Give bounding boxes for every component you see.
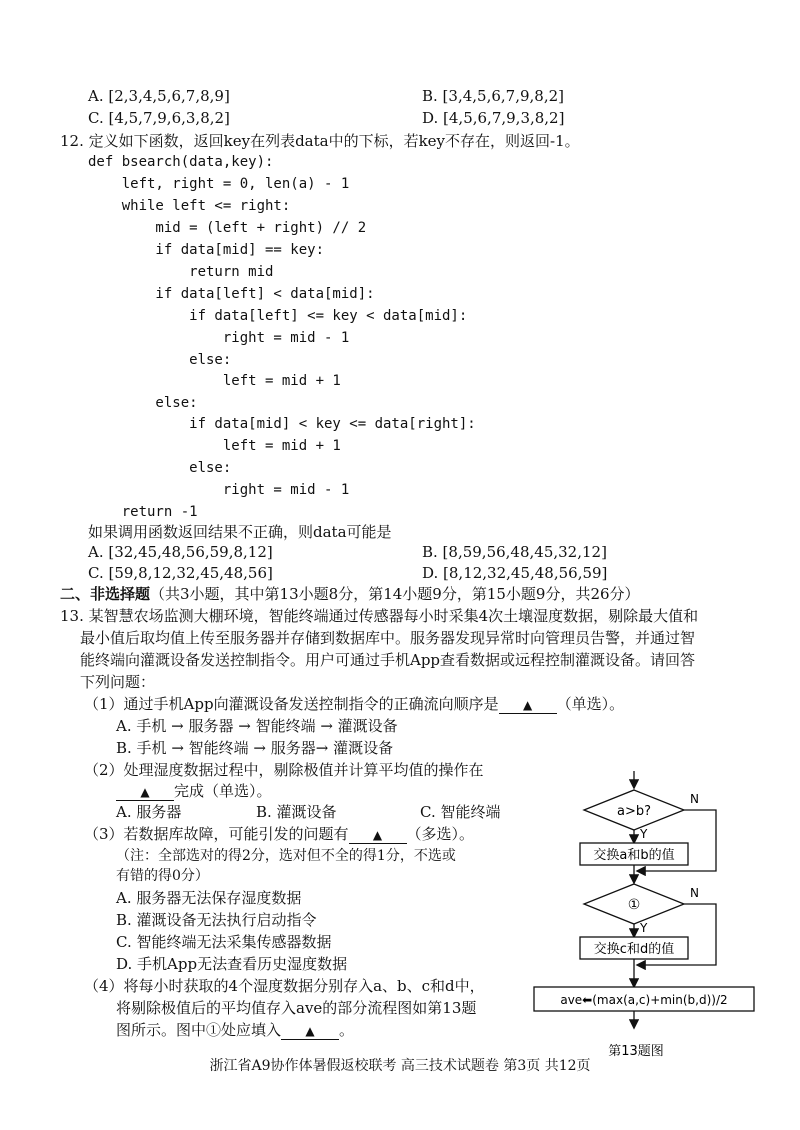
cond2-text: ① [627, 897, 641, 913]
q13-p3-option-b: B. 灌溉设备无法执行启动指令 [116, 911, 317, 929]
q12-question: 如果调用函数返回结果不正确，则data可能是 [88, 523, 392, 541]
q13-p2-option-a: A. 服务器 [116, 803, 182, 821]
answer-blank[interactable]: ▲ [349, 827, 407, 844]
q13-p3-option-c: C. 智能终端无法采集传感器数据 [116, 933, 332, 951]
q13-part3 [84, 824, 474, 844]
code-line: left = mid + 1 [88, 438, 341, 454]
box2-text: 交换c和d的值 [593, 942, 675, 957]
flowchart [520, 765, 780, 1065]
q11-option-d: D. [4,5,6,7,9,3,8,2] [422, 109, 565, 127]
code-line: if data[left] < data[mid]: [88, 286, 375, 302]
q13-p1-option-b: B. 手机 → 智能终端 → 服务器→ 灌溉设备 [116, 739, 394, 757]
formula-text: ave⬅(max(a,c)+min(b,d))/2 [560, 993, 728, 1007]
answer-blank[interactable]: ▲ [281, 1023, 339, 1040]
q12-option-a: A. [32,45,48,56,59,8,12] [88, 543, 273, 561]
q13-p2-option-c: C. 智能终端 [420, 803, 501, 821]
code-line: if data[mid] < key <= data[right]: [88, 416, 476, 432]
q13-part1 [84, 694, 624, 714]
q13-p3-note: 有错的得0分） [116, 868, 209, 884]
code-line: left = mid + 1 [88, 373, 341, 389]
q13-part4: （4）将每小时获取的4个湿度数据分别存入a、b、c和d中， [84, 977, 485, 995]
part-suffix: 。 [339, 1021, 355, 1039]
code-line: left, right = 0, len(a) - 1 [88, 176, 350, 192]
q12-option-b: B. [8,59,56,48,45,32,12] [422, 543, 607, 561]
y-label: Y [640, 827, 648, 841]
q13-stem-line: 最小值后取均值上传至服务器并存储到数据库中。服务器发现异常时向管理员告警，并通过智 [80, 629, 696, 647]
code-line: if data[left] <= key < data[mid]: [88, 308, 468, 324]
page-footer: 浙江省A9协作体暑假返校联考 高三技术试题卷 第3页 共12页 [209, 1058, 591, 1074]
code-line: right = mid - 1 [88, 482, 350, 498]
y-label: Y [640, 921, 648, 935]
code-line: right = mid - 1 [88, 330, 350, 346]
section-title: 二、非选择题 [60, 585, 151, 603]
q13-stem-line: 下列问题： [80, 673, 156, 691]
code-line: else: [88, 395, 198, 411]
q13-p2-option-b: B. 灌溉设备 [256, 803, 337, 821]
q11-option-a: A. [2,3,4,5,6,7,8,9] [88, 87, 230, 105]
part-suffix: （单选）。 [556, 695, 625, 713]
code-line: def bsearch(data,key): [88, 154, 274, 170]
code-line: else: [88, 460, 232, 476]
q12-option-c: C. [59,8,12,32,45,48,56] [88, 564, 273, 582]
q13-stem-line: 能终端向灌溉设备发送控制指令。用户可通过手机App查看数据或远程控制灌溉设备。请回答 [80, 651, 696, 669]
q12-stem: 12. 定义如下函数，返回key在列表data中的下标，若key不存在，则返回-1。 [60, 132, 580, 150]
answer-blank[interactable]: ▲ [499, 697, 557, 714]
code-line: return -1 [88, 504, 198, 520]
q13-stem-line: 13. 某智慧农场监测大棚环境，智能终端通过传感器每小时采集4次土壤湿度数据，剔除最大值和 [60, 607, 699, 625]
part-text: （1）通过手机App向灌溉设备发送控制指令的正确流向顺序是 [84, 695, 499, 713]
section-heading [60, 584, 640, 604]
part-suffix: （多选）。 [406, 825, 475, 843]
answer-blank[interactable]: ▲ [116, 784, 174, 801]
part-text: （3）若数据库故障，可能引发的问题有 [84, 825, 349, 843]
section-desc: （共3小题，其中第13小题8分，第14小题9分，第15小题9分，共26分） [150, 585, 640, 603]
q13-p3-note: （注：全部选对的得2分，选对但不全的得1分，不选或 [116, 848, 456, 864]
box1-text: 交换a和b的值 [593, 848, 675, 863]
code-line: mid = (left + right) // 2 [88, 220, 367, 236]
q13-part4 [116, 1020, 354, 1040]
q13-p3-option-a: A. 服务器无法保存湿度数据 [116, 889, 302, 907]
q13-p3-option-d: D. 手机App无法查看历史湿度数据 [116, 955, 348, 973]
code-line: if data[mid] == key: [88, 242, 325, 258]
part-suffix: 完成（单选）。 [174, 782, 272, 800]
q13-part2: （2）处理湿度数据过程中，剔除极值并计算平均值的操作在 [84, 761, 484, 779]
code-line: else: [88, 352, 232, 368]
q13-part2-cont [116, 781, 272, 801]
q12-option-d: D. [8,12,32,45,48,56,59] [422, 564, 608, 582]
q11-option-c: C. [4,5,7,9,6,3,8,2] [88, 109, 230, 127]
q13-part4: 将剔除极值后的平均值存入ave的部分流程图如第13题 [116, 999, 477, 1017]
part-text: 图所示。图中①处应填入 [116, 1021, 282, 1039]
code-line: while left <= right: [88, 198, 291, 214]
n-label: N [690, 886, 699, 900]
q13-p1-option-a: A. 手机 → 服务器 → 智能终端 → 灌溉设备 [116, 717, 398, 735]
q11-option-b: B. [3,4,5,6,7,9,8,2] [422, 87, 564, 105]
cond1-text: a>b? [616, 804, 652, 819]
figure-caption: 第13题图 [608, 1044, 664, 1059]
n-label: N [690, 792, 699, 806]
code-line: return mid [88, 264, 274, 280]
